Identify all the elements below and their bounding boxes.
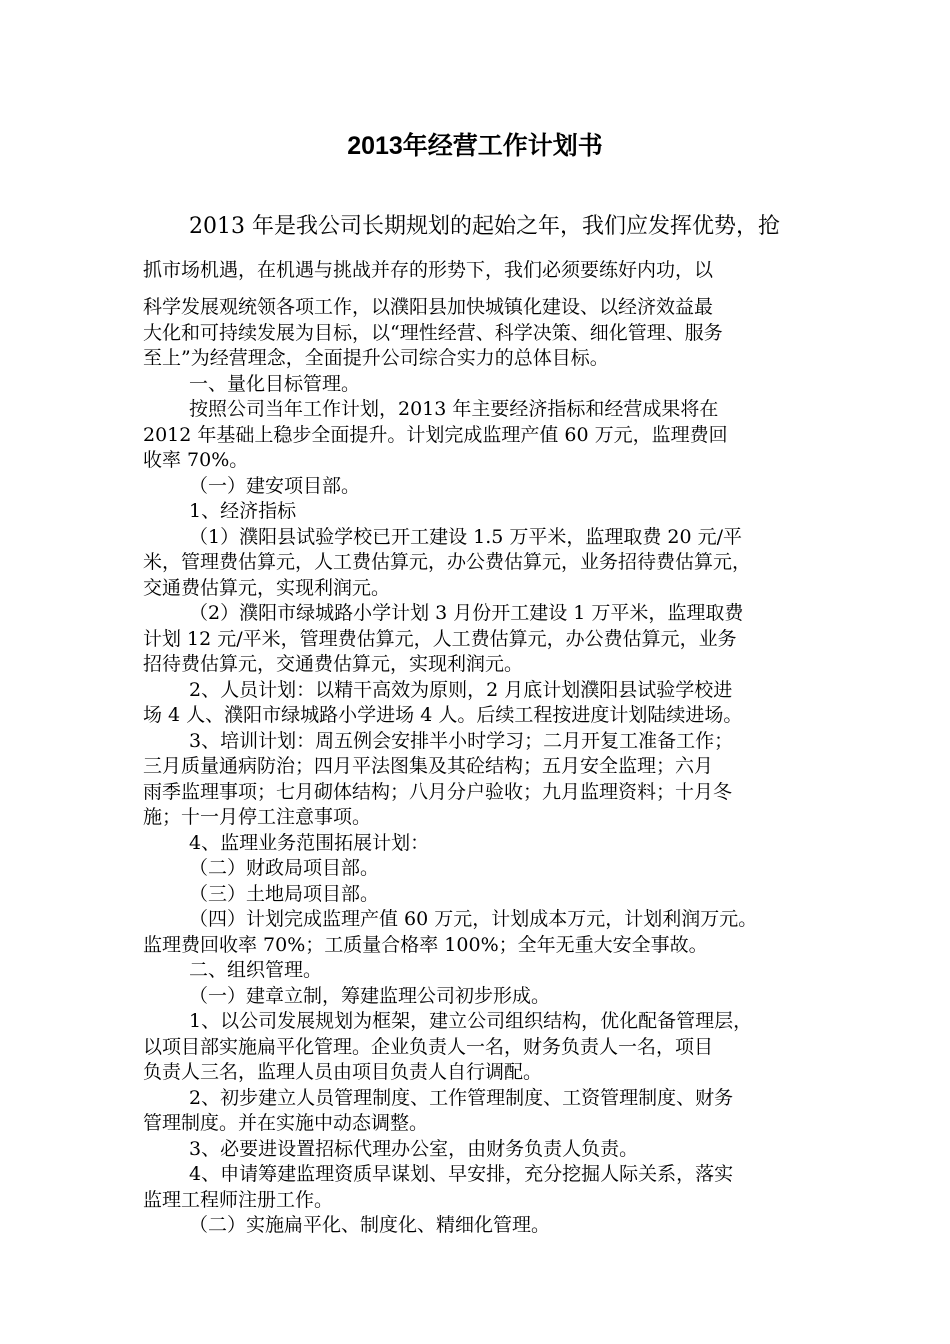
paragraph-line: 管理制度。并在实施中动态调整。 xyxy=(143,1112,429,1134)
item-heading: 1、经济指标 xyxy=(189,500,297,522)
paragraph-line: 监理工程师注册工作。 xyxy=(143,1188,334,1211)
document-body xyxy=(143,200,807,1239)
paragraph-line: 至上”为经营理念，全面提升公司综合实力的总体目标。 xyxy=(143,347,609,369)
paragraph-line: 以项目部实施扁平化管理。企业负责人一名，财务负责人一名，项目 xyxy=(143,1035,714,1058)
paragraph-line: 三月质量通病防治；四月平法图集及其砼结构；五月安全监理；六月 xyxy=(143,755,714,777)
subsection-heading: （二）实施扁平化、制度化、精细化管理。 xyxy=(189,1214,551,1236)
paragraph-line: 大化和可持续发展为目标，以“理性经营、科学决策、细化管理、服务 xyxy=(143,321,723,344)
section-heading: 二、组织管理。 xyxy=(189,959,323,981)
paragraph-line: 场 4 人、濮阳市绿城路小学进场 4 人。后续工程按进度计划陆续进场。 xyxy=(143,704,743,726)
paragraph-line: 雨季监理事项；七月砌体结构；八月分户验收；九月监理资料；十月冬 xyxy=(143,780,733,803)
paragraph-line: 2、初步建立人员管理制度、工作管理制度、工资管理制度、财务 xyxy=(189,1086,734,1109)
paragraph-line: 施；十一月停工注意事项。 xyxy=(143,806,372,828)
section-heading: 一、量化目标管理。 xyxy=(189,372,361,395)
paragraph-line: 3、培训计划：周五例会安排半小时学习；二月开复工准备工作； xyxy=(189,729,734,752)
paragraph-line: （2）濮阳市绿城路小学计划 3 月份开工建设 1 万平米，监理取费 xyxy=(189,602,744,624)
paragraph-line: 米，管理费估算元，人工费估算元，办公费估算元，业务招待费估算元， xyxy=(143,551,752,573)
paragraph-line: 按照公司当年工作计划，2013 年主要经济指标和经营成果将在 xyxy=(189,398,719,420)
paragraph-line: 2013 年是我公司长期规划的起始之年，我们应发挥优势，抢 xyxy=(189,214,780,239)
paragraph-line: 计划 12 元/平米，管理费估算元，人工费估算元，办公费估算元，业务 xyxy=(143,627,737,650)
paragraph-line: 2012 年基础上稳步全面提升。计划完成监理产值 60 万元，监理费回 xyxy=(143,423,728,446)
paragraph-line: 收率 70%。 xyxy=(143,449,249,471)
paragraph-line: 监理费回收率 70%；工质量合格率 100%；全年无重大安全事故。 xyxy=(143,933,708,956)
paragraph-line: 1、以公司发展规划为框架，建立公司组织结构，优化配备管理层， xyxy=(189,1010,753,1032)
paragraph-line: （四）计划完成监理产值 60 万元，计划成本万元，计划利润万元。 xyxy=(189,908,758,930)
subsection-heading: （一）建章立制，筹建监理公司初步形成。 xyxy=(189,984,551,1007)
paragraph-line: （1）濮阳县试验学校已开工建设 1.5 万平米，监理取费 20 元/平 xyxy=(189,525,743,548)
paragraph-line: 交通费估算元，实现利润元。 xyxy=(143,576,391,599)
subsection-heading: （二）财政局项目部。 xyxy=(189,857,380,879)
paragraph-line: 负责人三名，监理人员由项目负责人自行调配。 xyxy=(143,1061,543,1083)
subsection-heading: （三）土地局项目部。 xyxy=(189,882,380,905)
paragraph-line: 4、申请筹建监理资质早谋划、早安排，充分挖掘人际关系，落实 xyxy=(189,1163,734,1185)
paragraph-line: 抓市场机遇，在机遇与挑战并存的形势下，我们必须要练好内功，以 xyxy=(143,259,714,281)
paragraph-line: 科学发展观统领各项工作，以濮阳县加快城镇化建设、以经济效益最 xyxy=(143,296,714,318)
document-title: 2013年经营工作计划书 xyxy=(347,132,603,160)
paragraph-line: 招待费估算元，交通费估算元，实现利润元。 xyxy=(143,653,524,675)
paragraph-line: 4、监理业务范围拓展计划： xyxy=(189,831,430,854)
paragraph-line: 3、必要进设置招标代理办公室，由财务负责人负责。 xyxy=(189,1137,639,1160)
paragraph-line: 2、人员计划：以精干高效为原则，2 月底计划濮阳县试验学校进 xyxy=(189,678,733,701)
subsection-heading: （一）建安项目部。 xyxy=(189,474,361,497)
